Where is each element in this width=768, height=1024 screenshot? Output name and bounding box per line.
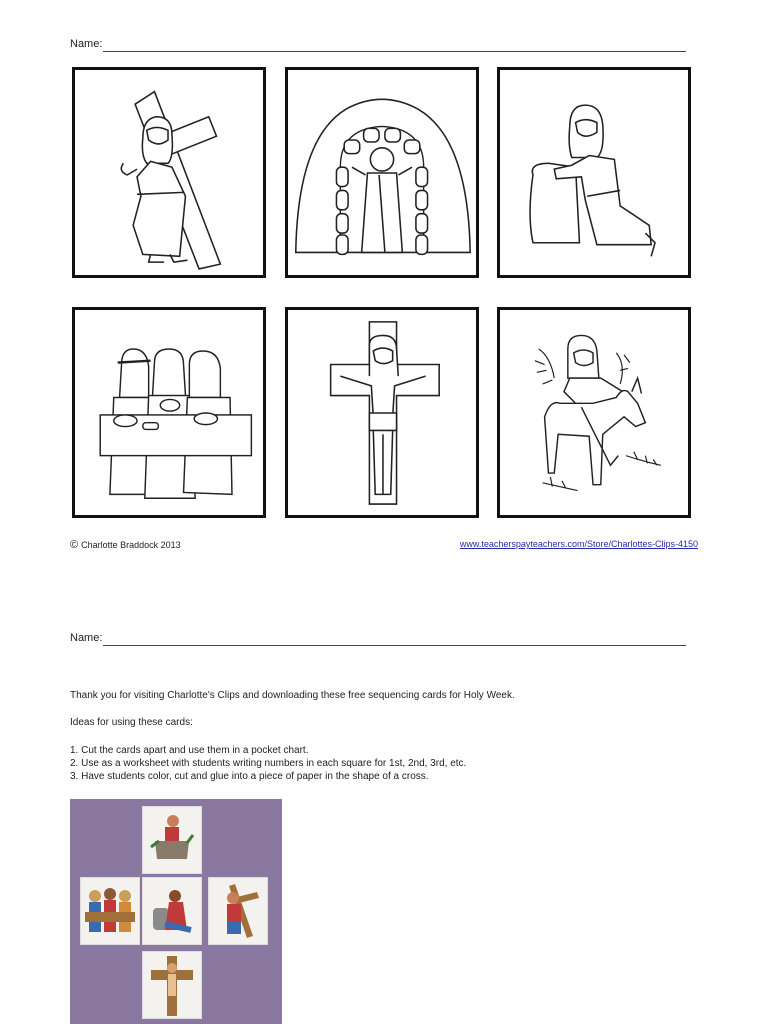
card-last-supper [72, 307, 266, 518]
card-crucifixion [285, 307, 479, 518]
page-footer [70, 539, 698, 551]
mini-card-praying [142, 877, 202, 945]
donkey-entry-icon [500, 310, 688, 515]
mini-crucifix-icon [143, 952, 201, 1018]
idea-item-2: 2. Use as a worksheet with students writing numbers in each square for 1st, 2nd, 3rd, etc. [70, 758, 467, 769]
carrying-cross-icon [75, 70, 263, 275]
mini-card-cross-carry [208, 877, 268, 945]
card-carrying-cross [72, 67, 266, 278]
store-link[interactable]: www.teacherspayteachers.com/Store/Charlottes-Clips-4150 [459, 539, 698, 549]
card-praying-at-rock [497, 67, 691, 278]
mini-cross-carry-icon [209, 878, 267, 944]
idea-item-3: 3. Have students color, cut and glue into a piece of paper in the shape of a cross. [70, 771, 429, 782]
mini-card-crucifix [142, 951, 202, 1019]
idea-item-1: 1. Cut the cards apart and use them in a pocket chart. [70, 745, 309, 756]
crucifixion-icon [288, 310, 476, 515]
mini-card-donkey [142, 806, 202, 874]
ideas-heading: Ideas for using these cards: [70, 717, 193, 728]
risen-from-tomb-icon [288, 70, 476, 275]
card-risen-from-tomb [285, 67, 479, 278]
thanks-paragraph: Thank you for visiting Charlotte's Clips and downloading these free sequencing cards for Holy Week. [70, 690, 515, 701]
colored-cross-layout-photo [70, 799, 282, 1024]
copyright-notice [70, 539, 181, 551]
name-underline [103, 39, 686, 52]
last-supper-icon [75, 310, 263, 515]
praying-at-rock-icon [500, 70, 688, 275]
mini-card-supper [80, 877, 140, 945]
name-underline-bottom [103, 633, 686, 646]
name-label-bottom: Name: [70, 632, 103, 644]
mini-donkey-icon [143, 807, 201, 873]
card-donkey-entry [497, 307, 691, 518]
name-field-bottom [70, 632, 686, 646]
mini-praying-icon [143, 878, 201, 944]
name-label: Name: [70, 38, 103, 50]
copyright-text: Charlotte Braddock 2013 [81, 540, 181, 550]
mini-supper-icon [81, 878, 139, 944]
copyright-symbol: © [70, 539, 79, 551]
name-field-top [70, 38, 686, 52]
